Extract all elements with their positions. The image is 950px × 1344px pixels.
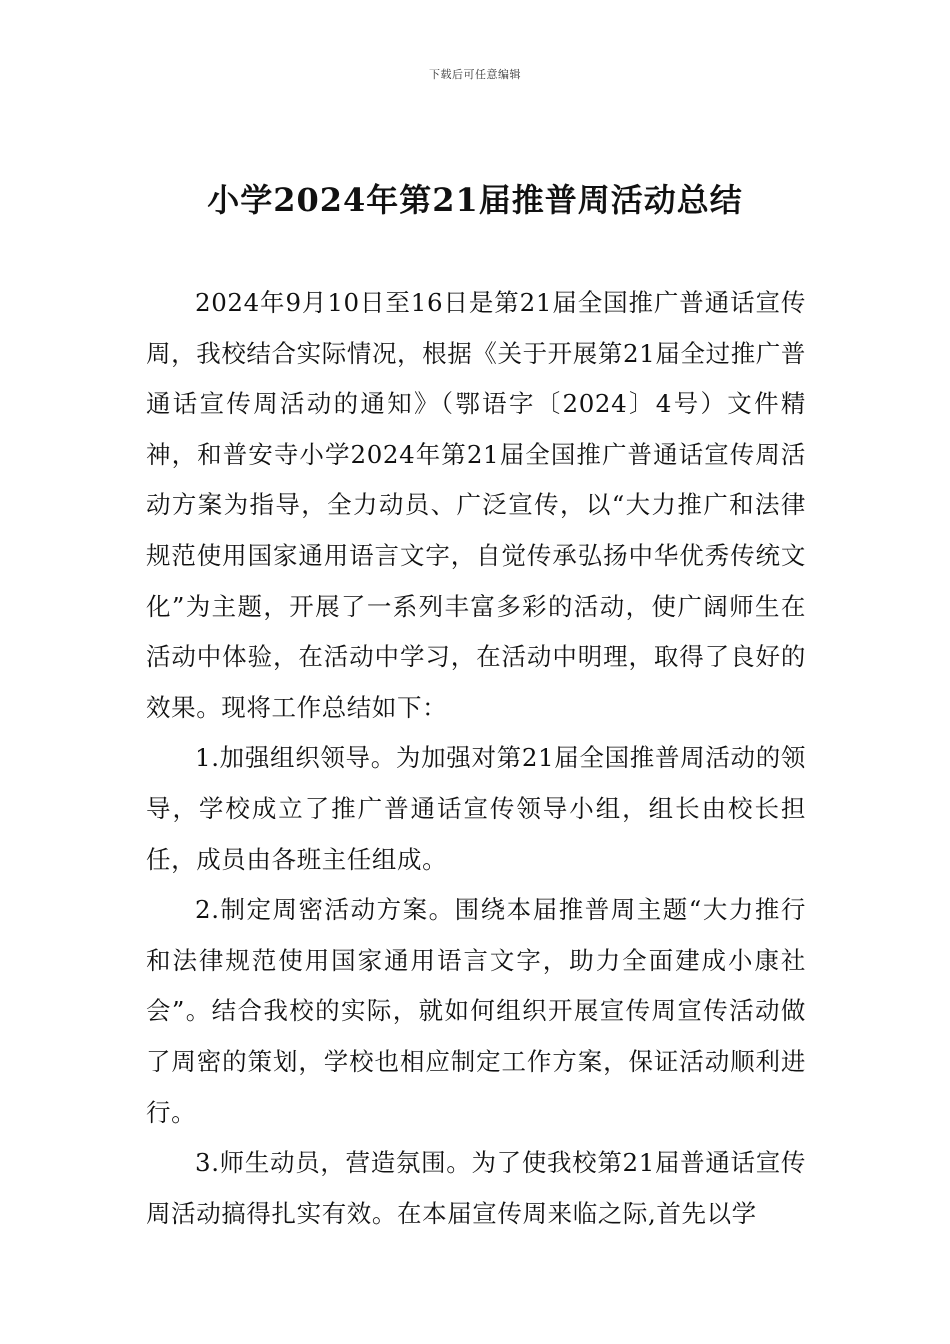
document-title: 小学2024年第21届推普周活动总结 bbox=[207, 181, 743, 219]
section-3-paragraph: 3.师生动员，营造氛围。为了使我校第21届普通话宣传周活动搞得扎实有效。在本届宣传周来临之际,首先以学 bbox=[146, 1148, 806, 1228]
header-note: 下载后可任意编辑 bbox=[429, 68, 521, 81]
intro-paragraph: 2024年9月10日至16日是第21届全国推广普通话宣传周，我校结合实际情况，根据《关于开展第21届全过推广普通话宣传周活动的通知》（鄂语字〔2024〕4号）文件精神，和普安寺小学2024年第21届全国推广普通话宣传周活动方案为指导，全力动员、广泛宣传，以“大力推广和法律规范使用国家通用语言文字，自觉传承弘扬中华优秀传统文化”为主题，开展了一系列丰富多彩的活动，使广阔师生在活动中体验，在活动中学习，在活动中明理，取得了良好的效果。现将工作总结如下： bbox=[146, 288, 806, 722]
section-1-paragraph: 1.加强组织领导。为加强对第21届全国推普周活动的领导，学校成立了推广普通话宣传领导小组，组长由校长担任，成员由各班主任组成。 bbox=[146, 743, 806, 874]
document-body bbox=[146, 278, 806, 1239]
section-2-paragraph: 2.制定周密活动方案。围绕本届推普周主题“大力推行和法律规范使用国家通用语言文字，助力全面建成小康社会”。结合我校的实际，就如何组织开展宣传周宣传活动做了周密的策划，学校也相应制定工作方案，保证活动顺利进行。 bbox=[146, 895, 806, 1127]
